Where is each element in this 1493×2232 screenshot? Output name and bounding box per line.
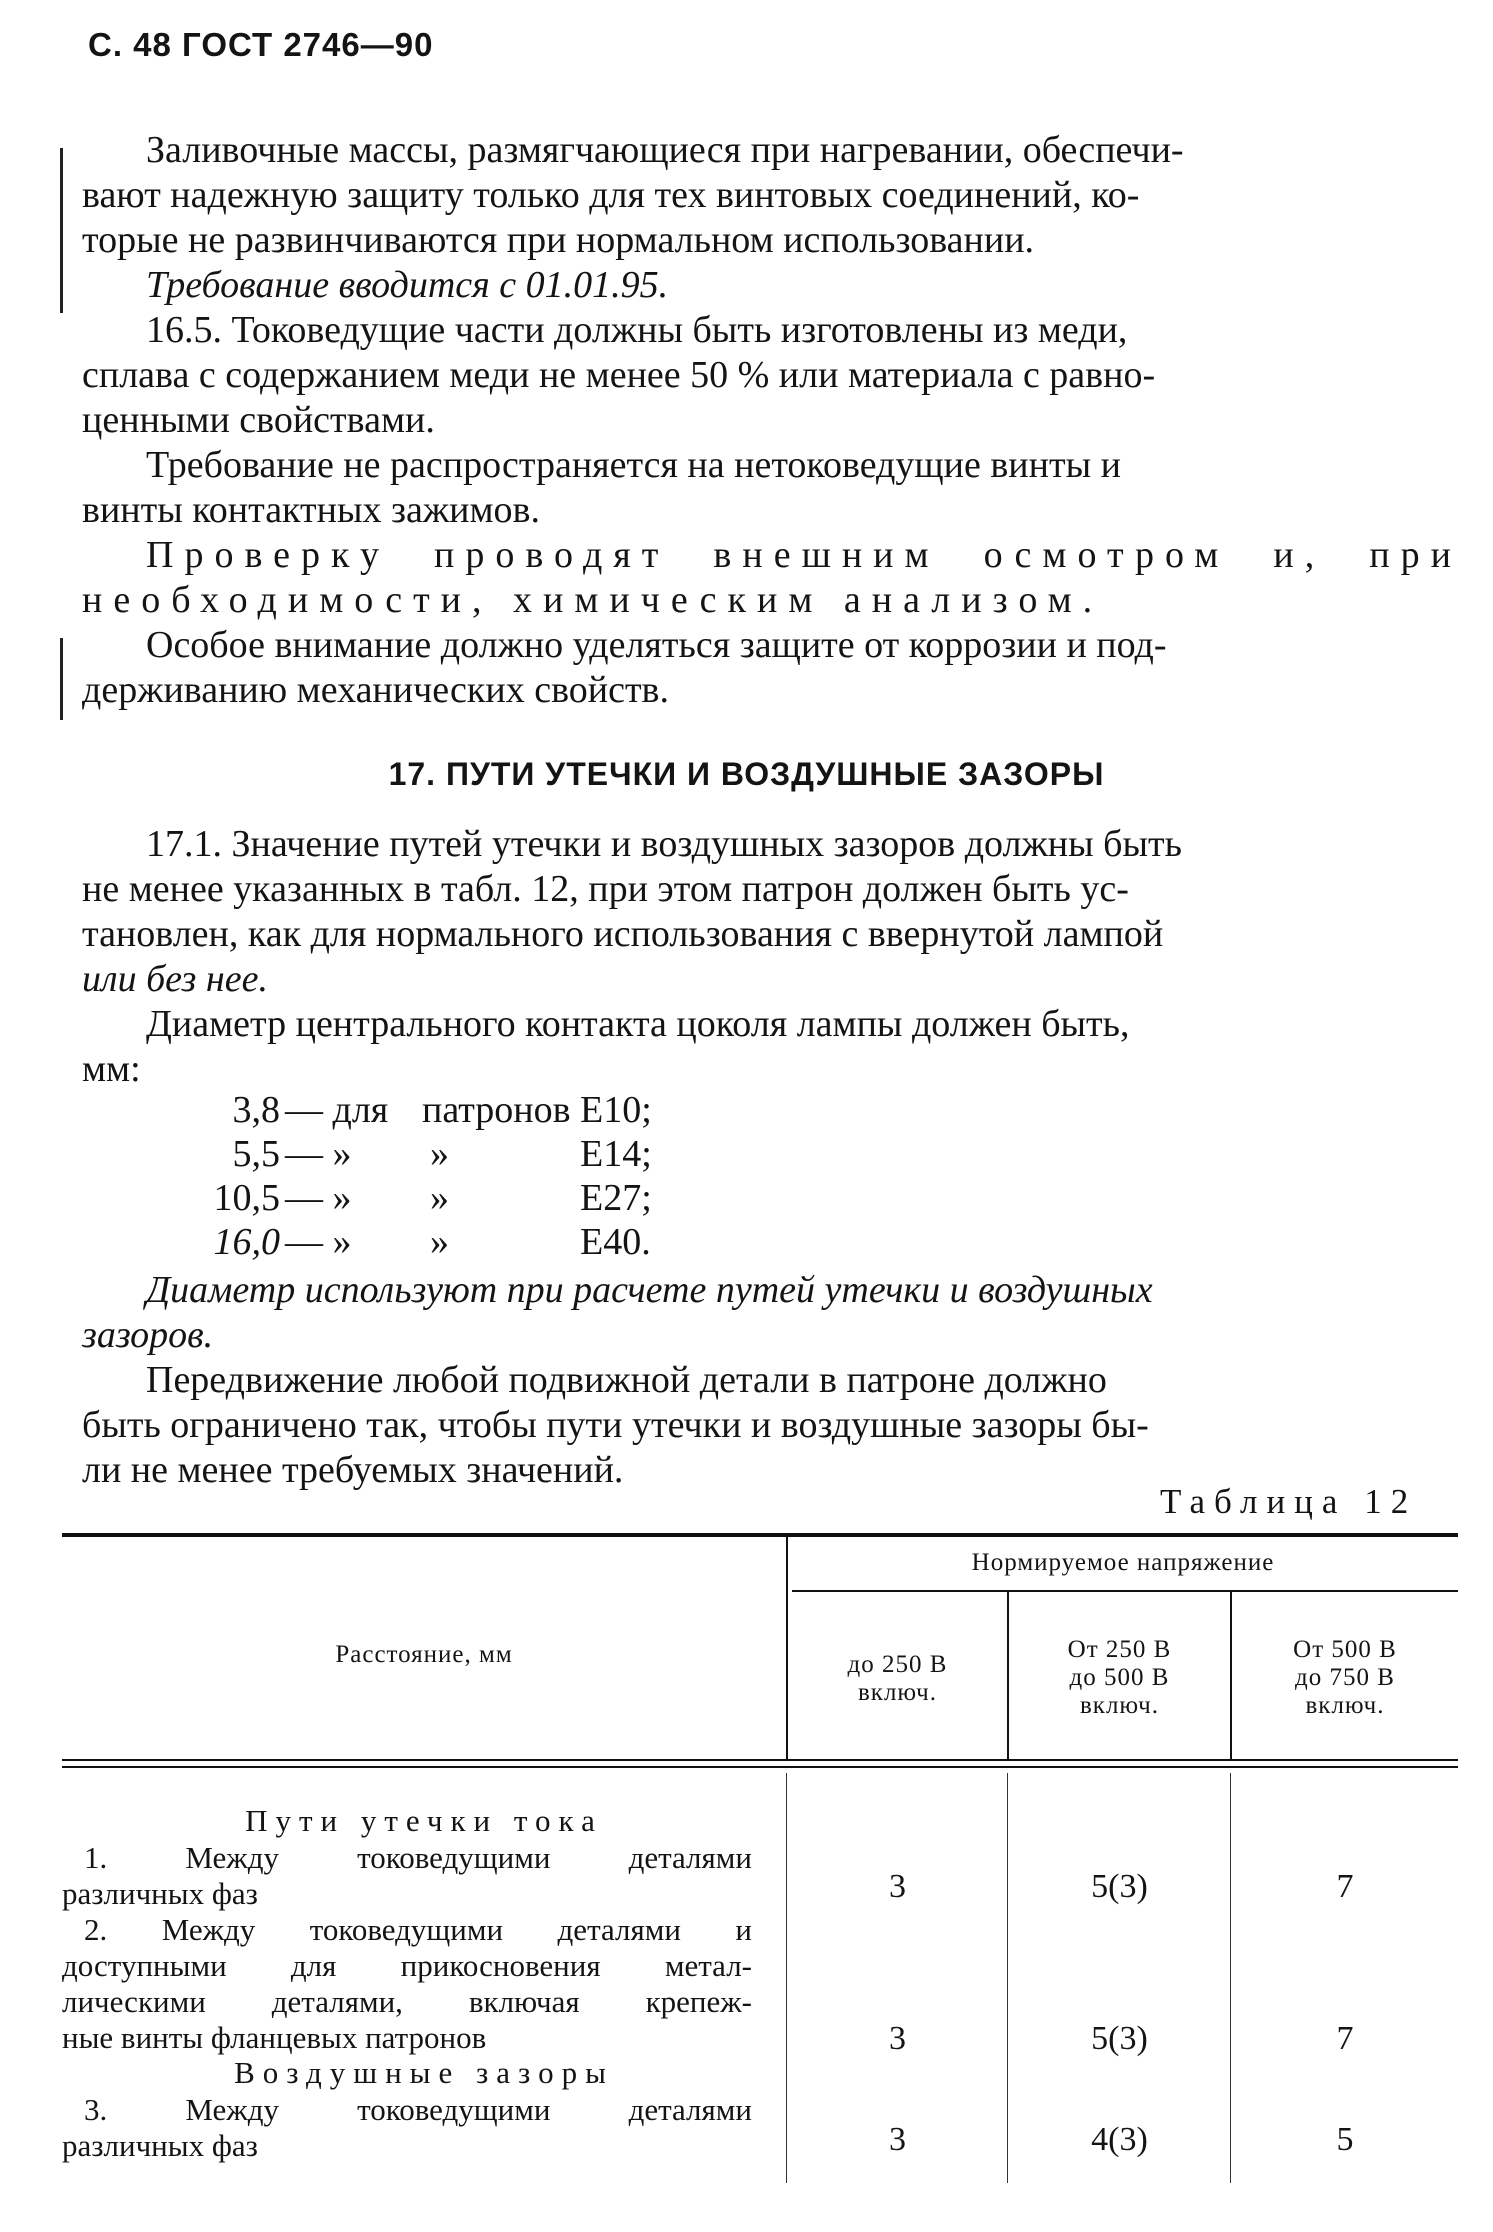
header-group-rule — [792, 1590, 1458, 1592]
group-heading: Пути утечки тока — [245, 1803, 603, 1838]
row-label-line: 1. Между токоведущими деталями — [84, 1840, 752, 1875]
table-cell: 4(3) — [1091, 2121, 1148, 2158]
distance-table — [62, 1533, 1458, 2193]
diameter-row — [150, 1088, 750, 1132]
paragraph-line: 16.5. Токоведущие части должны быть изготовлены из меди, — [146, 309, 1128, 351]
row-label-line: 2. Между токоведущими деталями и — [84, 1912, 752, 1947]
row-label-line: различных фаз — [62, 1876, 258, 1911]
table-cell: 5(3) — [1091, 2020, 1148, 2057]
row-label-line: доступными для прикосновения метал- — [62, 1948, 752, 1983]
paragraph-line: ценными свойствами. — [82, 399, 435, 441]
column-header-distance: Расстояние, мм — [335, 1641, 513, 1668]
paragraph-line: Диаметр центрального контакта цоколя лампы должен быть, — [146, 1003, 1130, 1045]
row-label-line: 3. Между токоведущими деталями — [84, 2092, 752, 2127]
paragraph-line: Проверку проводят внешним осмотром и, при — [146, 534, 1462, 576]
header-line: до 750 В — [1295, 1664, 1395, 1691]
column-header-voltage-2 — [1009, 1636, 1230, 1720]
table-cell: 3 — [889, 2121, 906, 2158]
column-rule — [1230, 1773, 1231, 2183]
diameter-list — [150, 1088, 750, 1264]
table-cell: 7 — [1336, 1868, 1354, 1905]
paragraph-line: вают надежную защиту только для тех винтовых соединений, ко- — [82, 174, 1140, 216]
diameter-dash: — для — [285, 1089, 389, 1131]
section-title: 17. ПУТИ УТЕЧКИ И ВОЗДУШНЫЕ ЗАЗОРЫ — [388, 756, 1105, 792]
table-row-label — [62, 1912, 752, 2056]
paragraph-line: не менее указанных в табл. 12, при этом патрон должен быть ус- — [82, 868, 1129, 910]
paragraph-line: сплава с содержанием меди не менее 50 % или материала с равно- — [82, 354, 1156, 396]
table-caption: Таблица 12 — [1160, 1482, 1418, 1521]
paragraph-line: винты контактных зажимов. — [82, 489, 540, 531]
text-block-after-list — [82, 1268, 1462, 1493]
header-line: От 250 В — [1067, 1636, 1172, 1663]
diameter-row — [150, 1176, 750, 1220]
group-heading: Воздушные зазоры — [234, 2055, 614, 2090]
lamp-cap-type: Е27; — [580, 1177, 652, 1219]
paragraph-line: мм: — [82, 1048, 141, 1090]
table-cell: 7 — [1336, 2020, 1354, 2057]
diameter-value: 5,5 — [232, 1133, 280, 1175]
table-row-label — [62, 1840, 752, 1912]
lamp-cap-type: Е14; — [580, 1133, 652, 1175]
diameter-value: 10,5 — [213, 1177, 280, 1219]
lamp-cap-type: Е10; — [580, 1089, 652, 1131]
header-line: включ. — [1305, 1692, 1385, 1719]
paragraph-line: необходимости, химическим анализом. — [82, 579, 1104, 621]
diameter-value: 3,8 — [232, 1089, 280, 1131]
header-line: включ. — [858, 1679, 937, 1706]
diameter-qualifier: » — [430, 1133, 449, 1175]
column-group-voltage: Нормируемое напряжение — [971, 1549, 1275, 1576]
header-line: до 250 В — [847, 1651, 948, 1678]
paragraph-line: 17.1. Значение путей утечки и воздушных зазоров должны быть — [146, 823, 1182, 865]
page-header: С. 48 ГОСТ 2746—90 — [88, 26, 434, 63]
paragraph-line: Диаметр используют при расчете путей утечки и воздушных — [146, 1269, 1153, 1311]
diameter-qualifier: » — [430, 1177, 449, 1219]
paragraph-line: тановлен, как для нормального использования с ввернутой лампой — [82, 913, 1164, 955]
table-cell: 5(3) — [1091, 1868, 1148, 1905]
table-top-rule — [62, 1533, 1458, 1537]
header-line: включ. — [1080, 1692, 1159, 1719]
text-block-top — [82, 128, 1462, 713]
paragraph-line: Особое внимание должно уделяться защите от коррозии и под- — [146, 624, 1167, 666]
margin-bar — [60, 638, 63, 720]
table-cell: 5 — [1336, 2121, 1354, 2158]
paragraph-line: быть ограничено так, чтобы пути утечки и воздушные зазоры бы- — [82, 1404, 1149, 1446]
diameter-dash: — » — [285, 1221, 352, 1263]
diameter-row — [150, 1220, 750, 1264]
row-label-line: ные винты фланцевых патронов — [62, 2020, 487, 2055]
margin-bar — [60, 148, 63, 313]
diameter-dash: — » — [285, 1133, 352, 1175]
diameter-qualifier: » — [430, 1221, 449, 1263]
row-label-line: различных фаз — [62, 2128, 258, 2163]
paragraph-line: или без нее. — [82, 958, 268, 1000]
column-rule — [1007, 1773, 1008, 2183]
header-bottom-rule — [62, 1766, 1458, 1768]
lamp-cap-type: Е40. — [580, 1221, 651, 1263]
paragraph-line: Заливочные массы, размягчающиеся при нагревании, обеспечи- — [146, 129, 1184, 171]
diameter-qualifier: патронов — [422, 1089, 571, 1131]
paragraph-line: торые не развинчиваются при нормальном использовании. — [82, 219, 1035, 261]
column-header-voltage-1 — [788, 1651, 1007, 1707]
paragraph-line: Требование не распространяется на нетоковедущие винты и — [146, 444, 1121, 486]
diameter-value: 16,0 — [213, 1221, 280, 1263]
header-line: От 500 В — [1293, 1636, 1397, 1663]
diameter-row — [150, 1132, 750, 1176]
text-block-section — [82, 822, 1462, 1092]
table-cell: 3 — [889, 1868, 906, 1905]
paragraph-line: ли не менее требуемых значений. — [82, 1449, 624, 1491]
row-label-line: лическими деталями, включая крепеж- — [62, 1984, 752, 2019]
column-header-voltage-3 — [1232, 1636, 1458, 1720]
table-row-label — [62, 2092, 752, 2164]
header-line: до 500 В — [1069, 1664, 1170, 1691]
paragraph-line: Передвижение любой подвижной детали в патроне должно — [146, 1359, 1107, 1401]
requirement-note: Требование вводится с 01.01.95. — [146, 264, 669, 306]
paragraph-line: зазоров. — [82, 1314, 214, 1356]
table-cell: 3 — [889, 2020, 906, 2057]
header-bottom-rule — [62, 1759, 1458, 1761]
diameter-dash: — » — [285, 1177, 352, 1219]
column-rule — [786, 1773, 787, 2183]
paragraph-line: держиванию механических свойств. — [82, 669, 669, 711]
